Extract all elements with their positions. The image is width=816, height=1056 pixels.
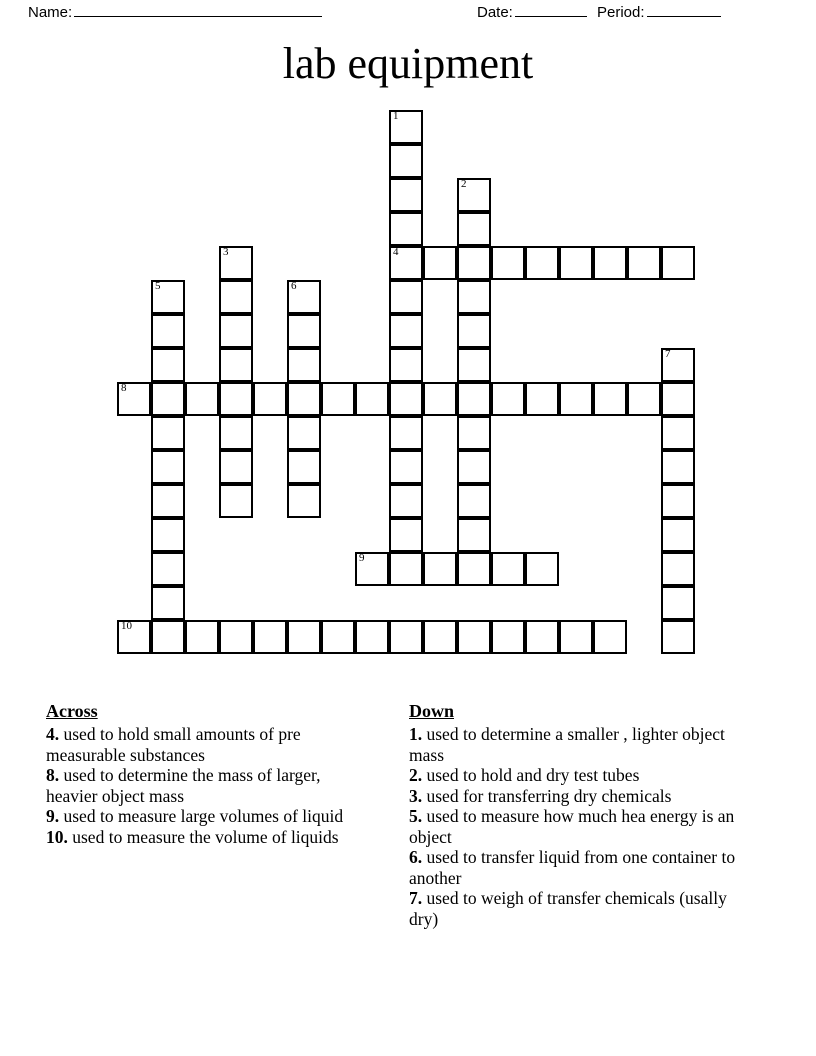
crossword-cell[interactable] <box>423 382 457 416</box>
crossword-cell[interactable] <box>457 484 491 518</box>
crossword-cell-number: 3 <box>223 246 229 258</box>
crossword-cell[interactable] <box>525 552 559 586</box>
crossword-cell[interactable] <box>389 484 423 518</box>
period-field <box>597 3 721 21</box>
crossword-cell[interactable] <box>389 348 423 382</box>
name-label: Name: <box>28 4 73 21</box>
clue-number: 10. <box>46 826 68 847</box>
crossword-cell[interactable] <box>219 314 253 348</box>
crossword-cell[interactable] <box>491 246 525 280</box>
crossword-cell-number: 8 <box>121 382 127 394</box>
crossword-cell[interactable] <box>661 620 695 654</box>
crossword-cell[interactable] <box>219 382 253 416</box>
crossword-cell[interactable] <box>151 586 185 620</box>
clue-down-3[interactable] <box>409 786 749 807</box>
crossword-cell[interactable] <box>219 484 253 518</box>
crossword-cell-number: 10 <box>121 620 132 632</box>
crossword-grid <box>117 110 701 658</box>
date-label: Date: <box>477 4 513 21</box>
crossword-cell[interactable] <box>151 348 185 382</box>
clue-number: 9. <box>46 806 60 826</box>
crossword-cell[interactable] <box>457 552 491 586</box>
crossword-cell[interactable] <box>661 518 695 552</box>
crossword-cell[interactable] <box>287 280 321 314</box>
crossword-cell[interactable] <box>593 246 627 280</box>
crossword-cell[interactable] <box>423 620 457 654</box>
crossword-cell-number: 7 <box>665 348 671 360</box>
crossword-cell[interactable] <box>661 586 695 620</box>
crossword-cell[interactable] <box>117 620 151 654</box>
crossword-cell[interactable] <box>287 416 321 450</box>
crossword-cell[interactable] <box>457 382 491 416</box>
crossword-cell[interactable] <box>287 450 321 484</box>
crossword-cell[interactable] <box>151 518 185 552</box>
crossword-cell[interactable] <box>593 620 627 654</box>
period-label: Period: <box>597 4 645 21</box>
down-heading: Down <box>409 701 455 721</box>
crossword-cell-number: 5 <box>155 280 161 292</box>
crossword-cell[interactable] <box>389 416 423 450</box>
crossword-cell[interactable] <box>151 314 185 348</box>
clue-text: used to determine the mass of larger, heavier object mass <box>46 765 321 806</box>
crossword-cell[interactable] <box>321 382 355 416</box>
crossword-cell[interactable] <box>661 348 695 382</box>
crossword-cell[interactable] <box>491 382 525 416</box>
crossword-cell[interactable] <box>151 280 185 314</box>
crossword-cell[interactable] <box>185 620 219 654</box>
crossword-cell[interactable] <box>287 620 321 654</box>
crossword-cell[interactable] <box>593 382 627 416</box>
crossword-cell[interactable] <box>151 382 185 416</box>
crossword-cell[interactable] <box>457 178 491 212</box>
crossword-cell[interactable] <box>661 450 695 484</box>
clue-down-2[interactable] <box>409 765 749 786</box>
clue-down-5[interactable] <box>409 806 749 847</box>
crossword-cell-number: 2 <box>461 178 467 190</box>
clue-down-1[interactable] <box>409 724 749 765</box>
crossword-cell[interactable] <box>423 552 457 586</box>
crossword-cell[interactable] <box>219 416 253 450</box>
crossword-cell[interactable] <box>389 280 423 314</box>
crossword-cell[interactable] <box>151 552 185 586</box>
crossword-cell[interactable] <box>491 620 525 654</box>
clue-text: used to determine a smaller , lighter object mass <box>409 724 725 765</box>
clue-down-6[interactable] <box>409 847 749 888</box>
crossword-cell[interactable] <box>253 382 287 416</box>
down-clues-column <box>409 700 749 929</box>
crossword-cell[interactable] <box>525 246 559 280</box>
crossword-cell-number: 9 <box>359 552 365 564</box>
clue-text: used to measure how much hea energy is an object <box>409 806 735 847</box>
crossword-cell[interactable] <box>287 348 321 382</box>
clue-number: 7. <box>409 888 423 908</box>
crossword-cell[interactable] <box>287 314 321 348</box>
clue-text: used for transferring dry chemicals <box>422 785 672 806</box>
clue-number: 3. <box>409 785 423 806</box>
crossword-cell[interactable] <box>253 620 287 654</box>
clue-across-4[interactable] <box>46 724 376 765</box>
crossword-cell[interactable] <box>423 246 457 280</box>
crossword-cell[interactable] <box>389 518 423 552</box>
crossword-cell[interactable] <box>117 382 151 416</box>
crossword-cell[interactable] <box>457 314 491 348</box>
crossword-cell[interactable] <box>661 382 695 416</box>
crossword-cell[interactable] <box>185 382 219 416</box>
crossword-cell[interactable] <box>219 246 253 280</box>
clue-number: 4. <box>46 724 60 744</box>
clue-across-10[interactable] <box>46 827 376 848</box>
clue-text: used to transfer liquid from one container to another <box>409 847 736 888</box>
worksheet-header <box>0 0 816 26</box>
crossword-cell[interactable] <box>389 144 423 178</box>
clue-number: 1. <box>409 724 423 744</box>
crossword-cell-number: 4 <box>393 246 399 258</box>
crossword-cell[interactable] <box>389 450 423 484</box>
crossword-cell[interactable] <box>661 246 695 280</box>
crossword-cell-number: 6 <box>291 280 297 292</box>
crossword-cell[interactable] <box>287 484 321 518</box>
clue-down-7[interactable] <box>409 888 749 929</box>
crossword-cell[interactable] <box>491 552 525 586</box>
clue-number: 5. <box>409 806 423 826</box>
crossword-cell[interactable] <box>389 620 423 654</box>
clue-text: used to hold and dry test tubes <box>422 765 640 785</box>
crossword-cell[interactable] <box>559 382 593 416</box>
clue-text: used to measure the volume of liquids <box>67 826 339 847</box>
crossword-cell[interactable] <box>219 348 253 382</box>
crossword-cell[interactable] <box>355 552 389 586</box>
clue-text: used to weigh of transfer chemicals (usally dry) <box>409 888 727 929</box>
across-clue-list <box>46 724 376 847</box>
across-clues-column <box>46 700 376 847</box>
crossword-cell[interactable] <box>389 382 423 416</box>
crossword-cell[interactable] <box>457 416 491 450</box>
crossword-cell[interactable] <box>457 246 491 280</box>
crossword-cell[interactable] <box>389 246 423 280</box>
crossword-cell[interactable] <box>457 518 491 552</box>
crossword-cell[interactable] <box>321 620 355 654</box>
clue-number: 8. <box>46 765 60 785</box>
period-write-line[interactable] <box>647 3 721 17</box>
crossword-cell[interactable] <box>389 212 423 246</box>
name-field <box>28 3 322 21</box>
name-write-line[interactable] <box>74 3 322 17</box>
crossword-cell[interactable] <box>661 416 695 450</box>
crossword-cell[interactable] <box>389 552 423 586</box>
clue-text: used to measure large volumes of liquid <box>59 806 344 826</box>
clue-across-8[interactable] <box>46 765 376 806</box>
date-field <box>477 3 587 21</box>
crossword-cell[interactable] <box>151 450 185 484</box>
crossword-cell[interactable] <box>219 620 253 654</box>
crossword-cell[interactable] <box>287 382 321 416</box>
crossword-cell[interactable] <box>219 450 253 484</box>
date-write-line[interactable] <box>515 3 587 17</box>
crossword-cell[interactable] <box>627 382 661 416</box>
crossword-cell[interactable] <box>457 620 491 654</box>
crossword-cell[interactable] <box>389 314 423 348</box>
crossword-cell[interactable] <box>389 178 423 212</box>
crossword-cell[interactable] <box>457 280 491 314</box>
page-title: lab equipment <box>282 39 534 88</box>
crossword-cell[interactable] <box>559 620 593 654</box>
down-clue-list <box>409 724 749 929</box>
crossword-cell[interactable] <box>525 620 559 654</box>
crossword-cell[interactable] <box>457 348 491 382</box>
crossword-cell[interactable] <box>457 212 491 246</box>
crossword-cell[interactable] <box>355 382 389 416</box>
crossword-cell[interactable] <box>559 246 593 280</box>
crossword-cell[interactable] <box>219 280 253 314</box>
crossword-cell[interactable] <box>525 382 559 416</box>
crossword-cell[interactable] <box>151 484 185 518</box>
crossword-cell[interactable] <box>151 620 185 654</box>
clue-across-9[interactable] <box>46 806 376 827</box>
crossword-cell[interactable] <box>151 416 185 450</box>
crossword-cell[interactable] <box>389 110 423 144</box>
clue-text: used to hold small amounts of pre measurable substances <box>46 724 301 765</box>
crossword-cell[interactable] <box>661 552 695 586</box>
crossword-cell-number: 1 <box>393 110 399 122</box>
clue-number: 6. <box>409 847 423 867</box>
crossword-cell[interactable] <box>457 450 491 484</box>
crossword-cell[interactable] <box>661 484 695 518</box>
across-heading: Across <box>46 701 98 721</box>
crossword-cell[interactable] <box>355 620 389 654</box>
clue-number: 2. <box>409 765 423 785</box>
crossword-cell[interactable] <box>627 246 661 280</box>
